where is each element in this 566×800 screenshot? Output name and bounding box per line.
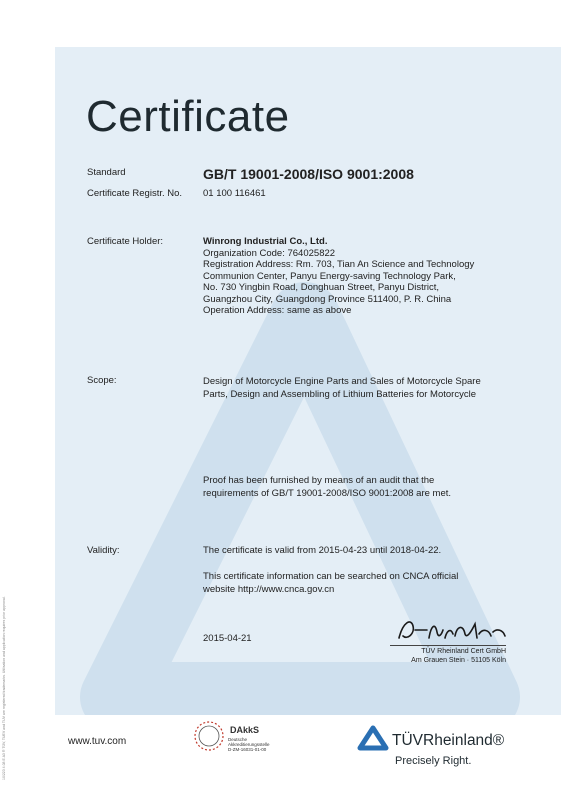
dakks-sub-line: Akkreditierungsstelle	[228, 742, 270, 747]
holder-label: Certificate Holder:	[87, 236, 164, 247]
tuv-triangle-icon	[357, 725, 389, 751]
cnca-block	[203, 570, 458, 596]
dakks-name: DAkkS	[230, 725, 260, 735]
scope-line: Design of Motorcycle Engine Parts and Sales of Motorcycle Spare	[203, 376, 481, 387]
website-footer: www.tuv.com	[68, 736, 127, 747]
standard-value: GB/T 19001-2008/ISO 9001:2008	[203, 166, 414, 182]
issuer-address: Am Grauen Stein · 51105 Köln	[411, 657, 506, 664]
proof-line: Proof has been furnished by means of an audit that the	[203, 475, 435, 486]
holder-block	[203, 236, 474, 317]
holder-line: Winrong Industrial Co., Ltd.	[203, 236, 328, 247]
scope-line: Parts, Design and Assembling of Lithium Batteries for Motorcycle	[203, 389, 476, 400]
dakks-sub-line: D-ZM-16031-01-00	[228, 747, 267, 752]
holder-line: Operation Address: same as above	[203, 305, 352, 316]
certificate-title: Certificate	[86, 92, 290, 141]
holder-line: Communion Center, Panyu Energy-saving Technology Park,	[203, 270, 456, 282]
issue-date: 2015-04-21	[203, 633, 252, 644]
dakks-sub-line: Deutsche	[228, 737, 248, 742]
scope-label: Scope:	[87, 375, 117, 386]
proof-line: requirements of GB/T 19001-2008/ISO 9001:2008 are met.	[203, 488, 452, 499]
registr-label: Certificate Registr. No.	[87, 188, 183, 199]
signature-image	[393, 612, 513, 646]
signature-line	[390, 645, 506, 646]
side-trademark-text: 10/223 4.08 E A3 ® TÜV, TUEV and TUV are registered trademarks. Utilisation and application requires prior approval.	[2, 596, 6, 780]
issuer-name: TÜV Rheinland Cert GmbH	[421, 648, 506, 655]
proof-block	[203, 474, 451, 500]
tuv-brand-name: TÜVRheinland®	[392, 732, 505, 749]
holder-line: Organization Code: 764025822	[203, 247, 336, 259]
holder-line: No. 730 Yingbin Road, Donghuan Street, Panyu District,	[203, 282, 440, 293]
validity-label: Validity:	[87, 545, 120, 556]
tuv-tagline: Precisely Right.	[395, 755, 472, 767]
validity-text: The certificate is valid from 2015-04-23 until 2018-04-22.	[203, 545, 442, 556]
scope-block	[203, 375, 481, 401]
holder-line: Registration Address: Rm. 703, Tian An Science and Technology	[203, 259, 475, 270]
cnca-line: This certificate information can be searched on CNCA official	[203, 571, 459, 582]
registr-value: 01 100 116461	[203, 188, 266, 199]
standard-label: Standard	[87, 167, 126, 178]
holder-line: Guangzhou City, Guangdong Province 511400, P. R. China	[203, 293, 452, 305]
cnca-line: website http://www.cnca.gov.cn	[203, 584, 335, 595]
